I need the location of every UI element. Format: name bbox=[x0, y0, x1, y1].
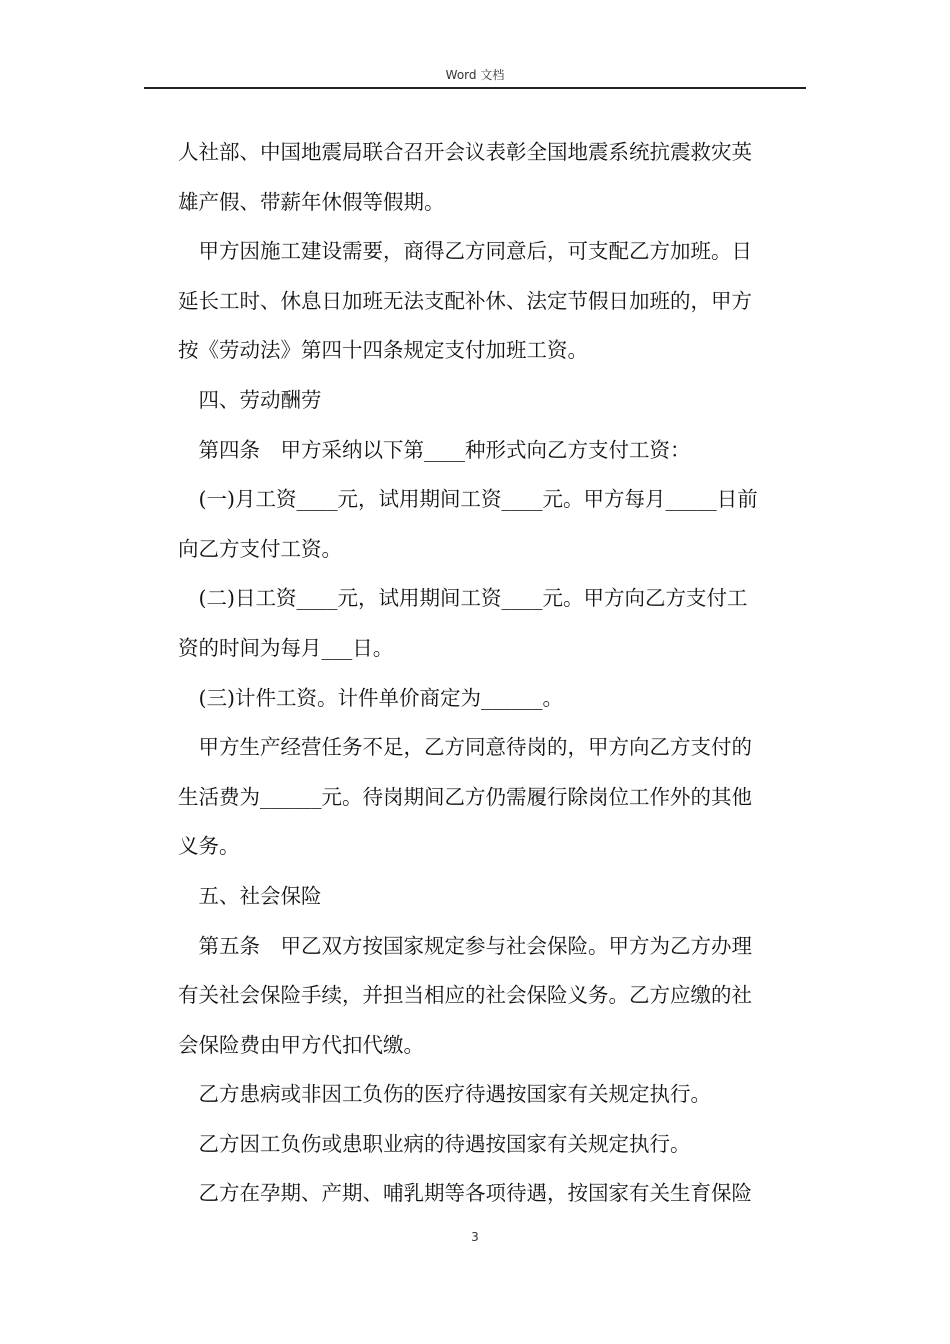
text-line: 第四条 甲方采纳以下第____种形式向乙方支付工资： bbox=[178, 437, 691, 462]
document-body bbox=[178, 128, 808, 1219]
text-line: 会保险费由甲方代扣代缴。 bbox=[178, 1032, 424, 1057]
header-divider bbox=[144, 87, 806, 89]
header-title: Word 文档 bbox=[445, 68, 505, 82]
page-footer bbox=[0, 1230, 950, 1244]
text-line: 按《劳动法》第四十四条规定支付加班工资。 bbox=[178, 338, 588, 363]
text-line: 资的时间为每月___日。 bbox=[178, 635, 394, 660]
text-line: 第五条 甲乙双方按国家规定参与社会保险。甲方为乙方办理 bbox=[178, 933, 752, 958]
text-line: 生活费为______元。待岗期间乙方仍需履行除岗位工作外的其他 bbox=[178, 784, 752, 809]
section-heading: 五、社会保险 bbox=[178, 883, 322, 908]
page-header bbox=[0, 66, 950, 83]
text-line: 雄产假、带薪年休假等假期。 bbox=[178, 189, 445, 214]
text-line: (二)日工资____元，试用期间工资____元。甲方向乙方支付工 bbox=[178, 586, 748, 611]
text-line: 乙方在孕期、产期、哺乳期等各项待遇，按国家有关生育保险 bbox=[178, 1181, 752, 1206]
text-line: 人社部、中国地震局联合召开会议表彰全国地震系统抗震救灾英 bbox=[178, 140, 752, 164]
page-number: 3 bbox=[471, 1230, 479, 1244]
text-line: 有关社会保险手续，并担当相应的社会保险义务。乙方应缴的社 bbox=[178, 983, 752, 1008]
text-line: 延长工时、休息日加班无法支配补休、法定节假日加班的，甲方 bbox=[178, 288, 752, 313]
text-line: 义务。 bbox=[178, 834, 240, 859]
text-line: 甲方生产经营任务不足，乙方同意待岗的，甲方向乙方支付的 bbox=[178, 735, 752, 760]
text-line: 乙方患病或非因工负伤的医疗待遇按国家有关规定执行。 bbox=[178, 1082, 711, 1107]
text-line: 向乙方支付工资。 bbox=[178, 536, 342, 561]
text-line: (三)计件工资。计件单价商定为______。 bbox=[178, 685, 563, 710]
text-line: 乙方因工负伤或患职业病的待遇按国家有关规定执行。 bbox=[178, 1131, 691, 1156]
text-line: 甲方因施工建设需要，商得乙方同意后，可支配乙方加班。日 bbox=[178, 239, 752, 264]
section-heading: 四、劳动酬劳 bbox=[178, 387, 322, 412]
text-line: (一)月工资____元，试用期间工资____元。甲方每月_____日前 bbox=[178, 487, 758, 512]
